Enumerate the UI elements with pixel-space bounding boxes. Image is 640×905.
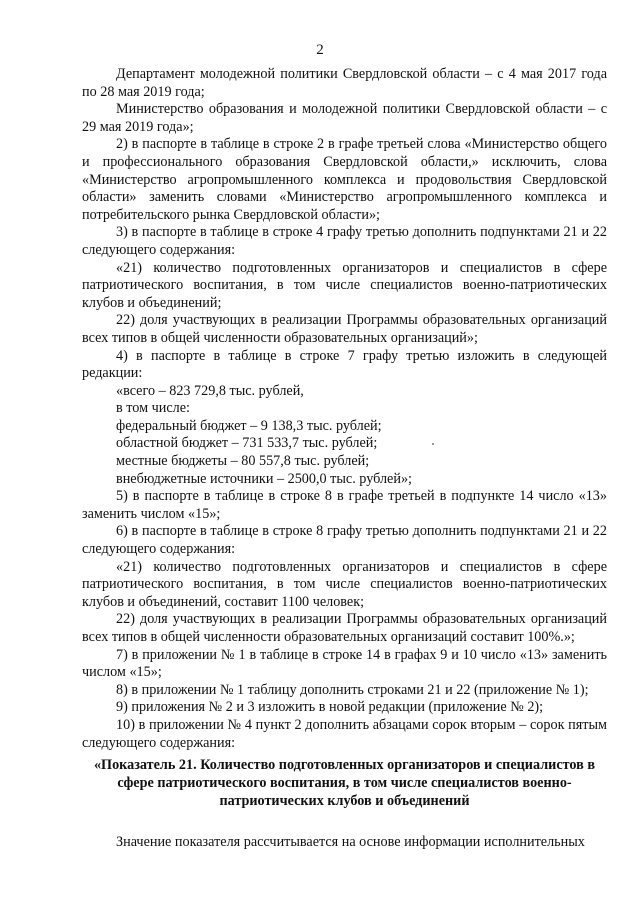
paragraph: «21) количество подготовленных организаторов и специалистов в сфере патриотического воспитания, в том числе специалистов военно-патриотических клубов и объединений;: [82, 259, 607, 311]
paragraph: «21) количество подготовленных организаторов и специалистов в сфере патриотического воспитания, в том числе специалистов военно-патриотических клубов и объединений, составит 1100 человек;: [82, 558, 607, 610]
page-number: 2: [316, 42, 324, 58]
paragraph: 5) в паспорте в таблице в строке 8 в графе третьей в подпункте 14 число «13» заменить числом «15»;: [82, 488, 607, 522]
paragraph: 6) в паспорте в таблице в строке 8 графу третью дополнить подпунктами 21 и 22 следующего содержания:: [82, 523, 607, 558]
paragraph: 4) в паспорте в таблице в строке 7 графу третью изложить в следующей редакции:: [82, 347, 607, 382]
paragraph: 3) в паспорте в таблице в строке 4 графу третью дополнить подпунктами 21 и 22 следующего содержания:: [82, 224, 607, 258]
indicator-heading: «Показатель 21. Количество подготовленных организаторов и специалистов в сфере патриотического воспитания, в том числе специалистов военно-патриотических клубов и объединений: [93, 757, 596, 810]
paragraph: 2) в паспорте в таблице в строке 2 в графе третьей слова «Министерство общего и профессионального образования Свердловской области,» исключить, слова «Министерство агропромышленного комплекса и продовольствия Свердловской области» заменить словами «Министерство агропромышленного комплекса и потребительского рынка Свердловской области»;: [82, 136, 607, 223]
scan-speck: [432, 443, 434, 445]
budget-line: внебюджетные источники – 2500,0 тыс. рублей»;: [116, 470, 412, 487]
paragraph: Департамент молодежной политики Свердловской области – с 4 мая 2017 года по 28 мая 2019 года;: [82, 66, 607, 100]
paragraph: 7) в приложении № 1 в таблице в строке 14 в графах 9 и 10 число «13» заменить числом «15»;: [82, 646, 607, 681]
budget-line: местные бюджеты – 80 557,8 тыс. рублей;: [116, 453, 370, 470]
budget-line: федеральный бюджет – 9 138,3 тыс. рублей;: [116, 417, 382, 434]
paragraph: 22) доля участвующих в реализации Программы образовательных организаций всех типов в общей численности образовательных организаций»;: [82, 312, 607, 346]
paragraph: Значение показателя рассчитывается на основе информации исполнительных: [116, 834, 585, 851]
document-body: [82, 66, 607, 852]
paragraph: 10) в приложении № 4 пункт 2 дополнить абзацами сорок вторым – сорок пятым следующего содержания:: [82, 716, 607, 751]
paragraph: 9) приложения № 2 и 3 изложить в новой редакции (приложение № 2);: [116, 699, 544, 716]
budget-line: областной бюджет – 731 533,7 тыс. рублей;: [116, 435, 378, 452]
paragraph: Министерство образования и молодежной политики Свердловской области – с 29 мая 2019 года»;: [82, 101, 607, 135]
budget-line: в том числе:: [116, 400, 190, 417]
paragraph: 8) в приложении № 1 таблицу дополнить строками 21 и 22 (приложение № 1);: [116, 681, 589, 698]
budget-line: «всего – 823 729,8 тыс. рублей,: [116, 382, 304, 399]
paragraph: 22) доля участвующих в реализации Программы образовательных организаций всех типов в общей численности образовательных организаций составит 100%.»;: [82, 611, 607, 645]
